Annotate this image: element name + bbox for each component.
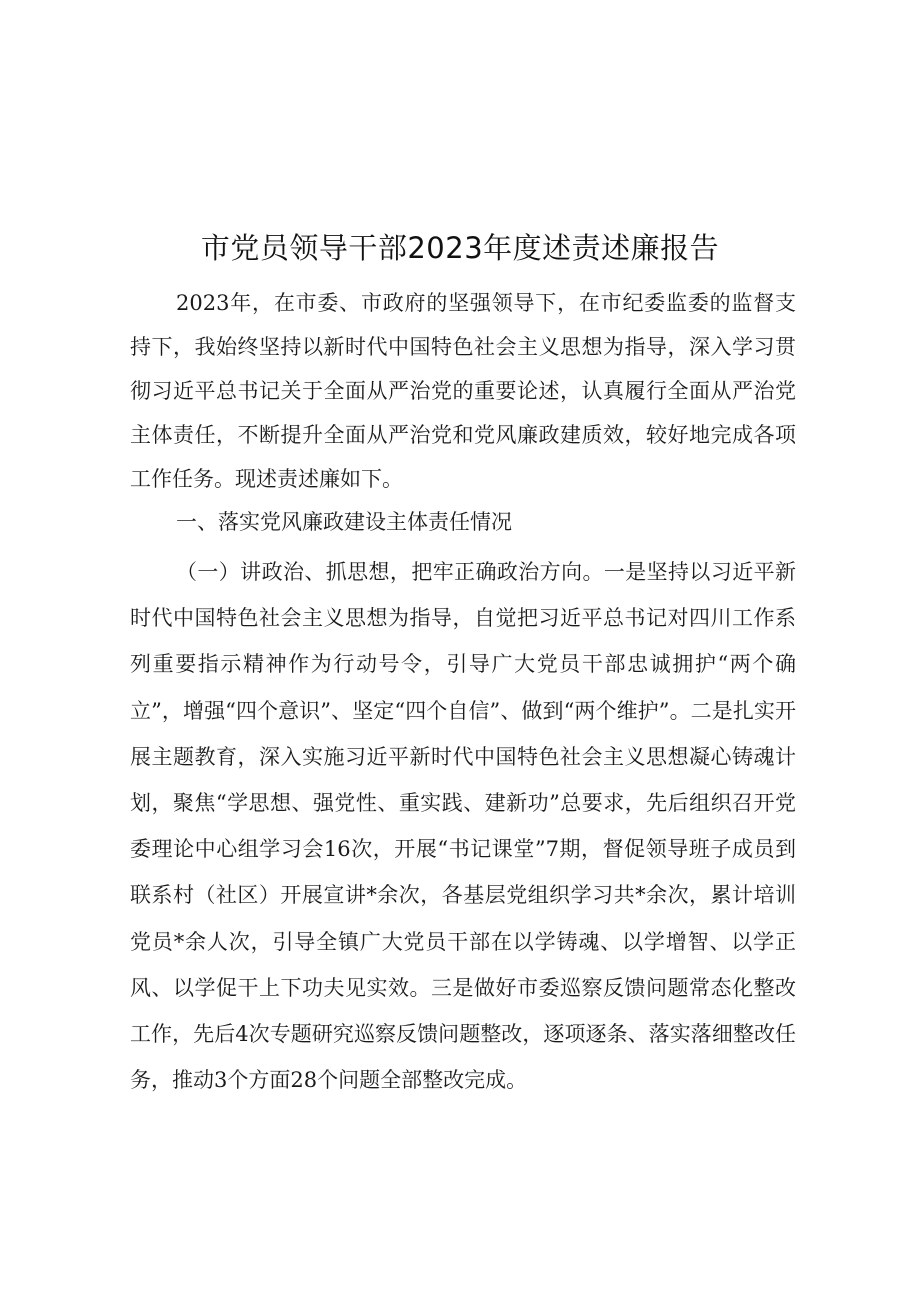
section-heading: 一、落实党风廉政建设主体责任情况 [176, 510, 512, 534]
section-1-paragraph: （一）讲政治、抓思想，把牢正确政治方向。一是坚持以习近平新时代中国特色社会主义思想为指导，自觉把习近平总书记对四川工作系列重要指示精神作为行动号令，引导广大党员干部忠诚拥护“两个确立”，增强“四个意识”、坚定“四个自信”、做到“两个维护”。二是扎实开展主题教育，深入实施习近平新时代中国特色社会主义思想凝心铸魂计划，聚焦“学思想、强党性、重实践、建新功”总要求，先后组织召开党委理论中心组学习会16次，开展“书记课堂”7期，督促领导班子成员到联系村（社区）开展宣讲*余次，各基层党组织学习共*余次，累计培训党员*余人次，引导全镇广大党员干部在以学铸魂、以学增智、以学正风、以学促干上下功夫见实效。三是做好市委巡察反馈问题常态化整改工作，先后4次专题研究巡察反馈问题整改，逐项逐条、落实落细整改任务，推动3个方面28个问题全部整改完成。 [130, 560, 796, 1093]
intro-paragraph: 2023年，在市委、市政府的坚强领导下，在市纪委监委的监督支持下，我始终坚持以新时代中国特色社会主义思想为指导，深入学习贯彻习近平总书记关于全面从严治党的重要论述，认真履行全面从严治党主体责任，不断提升全面从严治党和党风廉政建质效，较好地完成各项工作任务。现述责述廉如下。 [130, 291, 796, 491]
document-title: 市党员领导干部2023年度述责述廉报告 [200, 231, 720, 265]
